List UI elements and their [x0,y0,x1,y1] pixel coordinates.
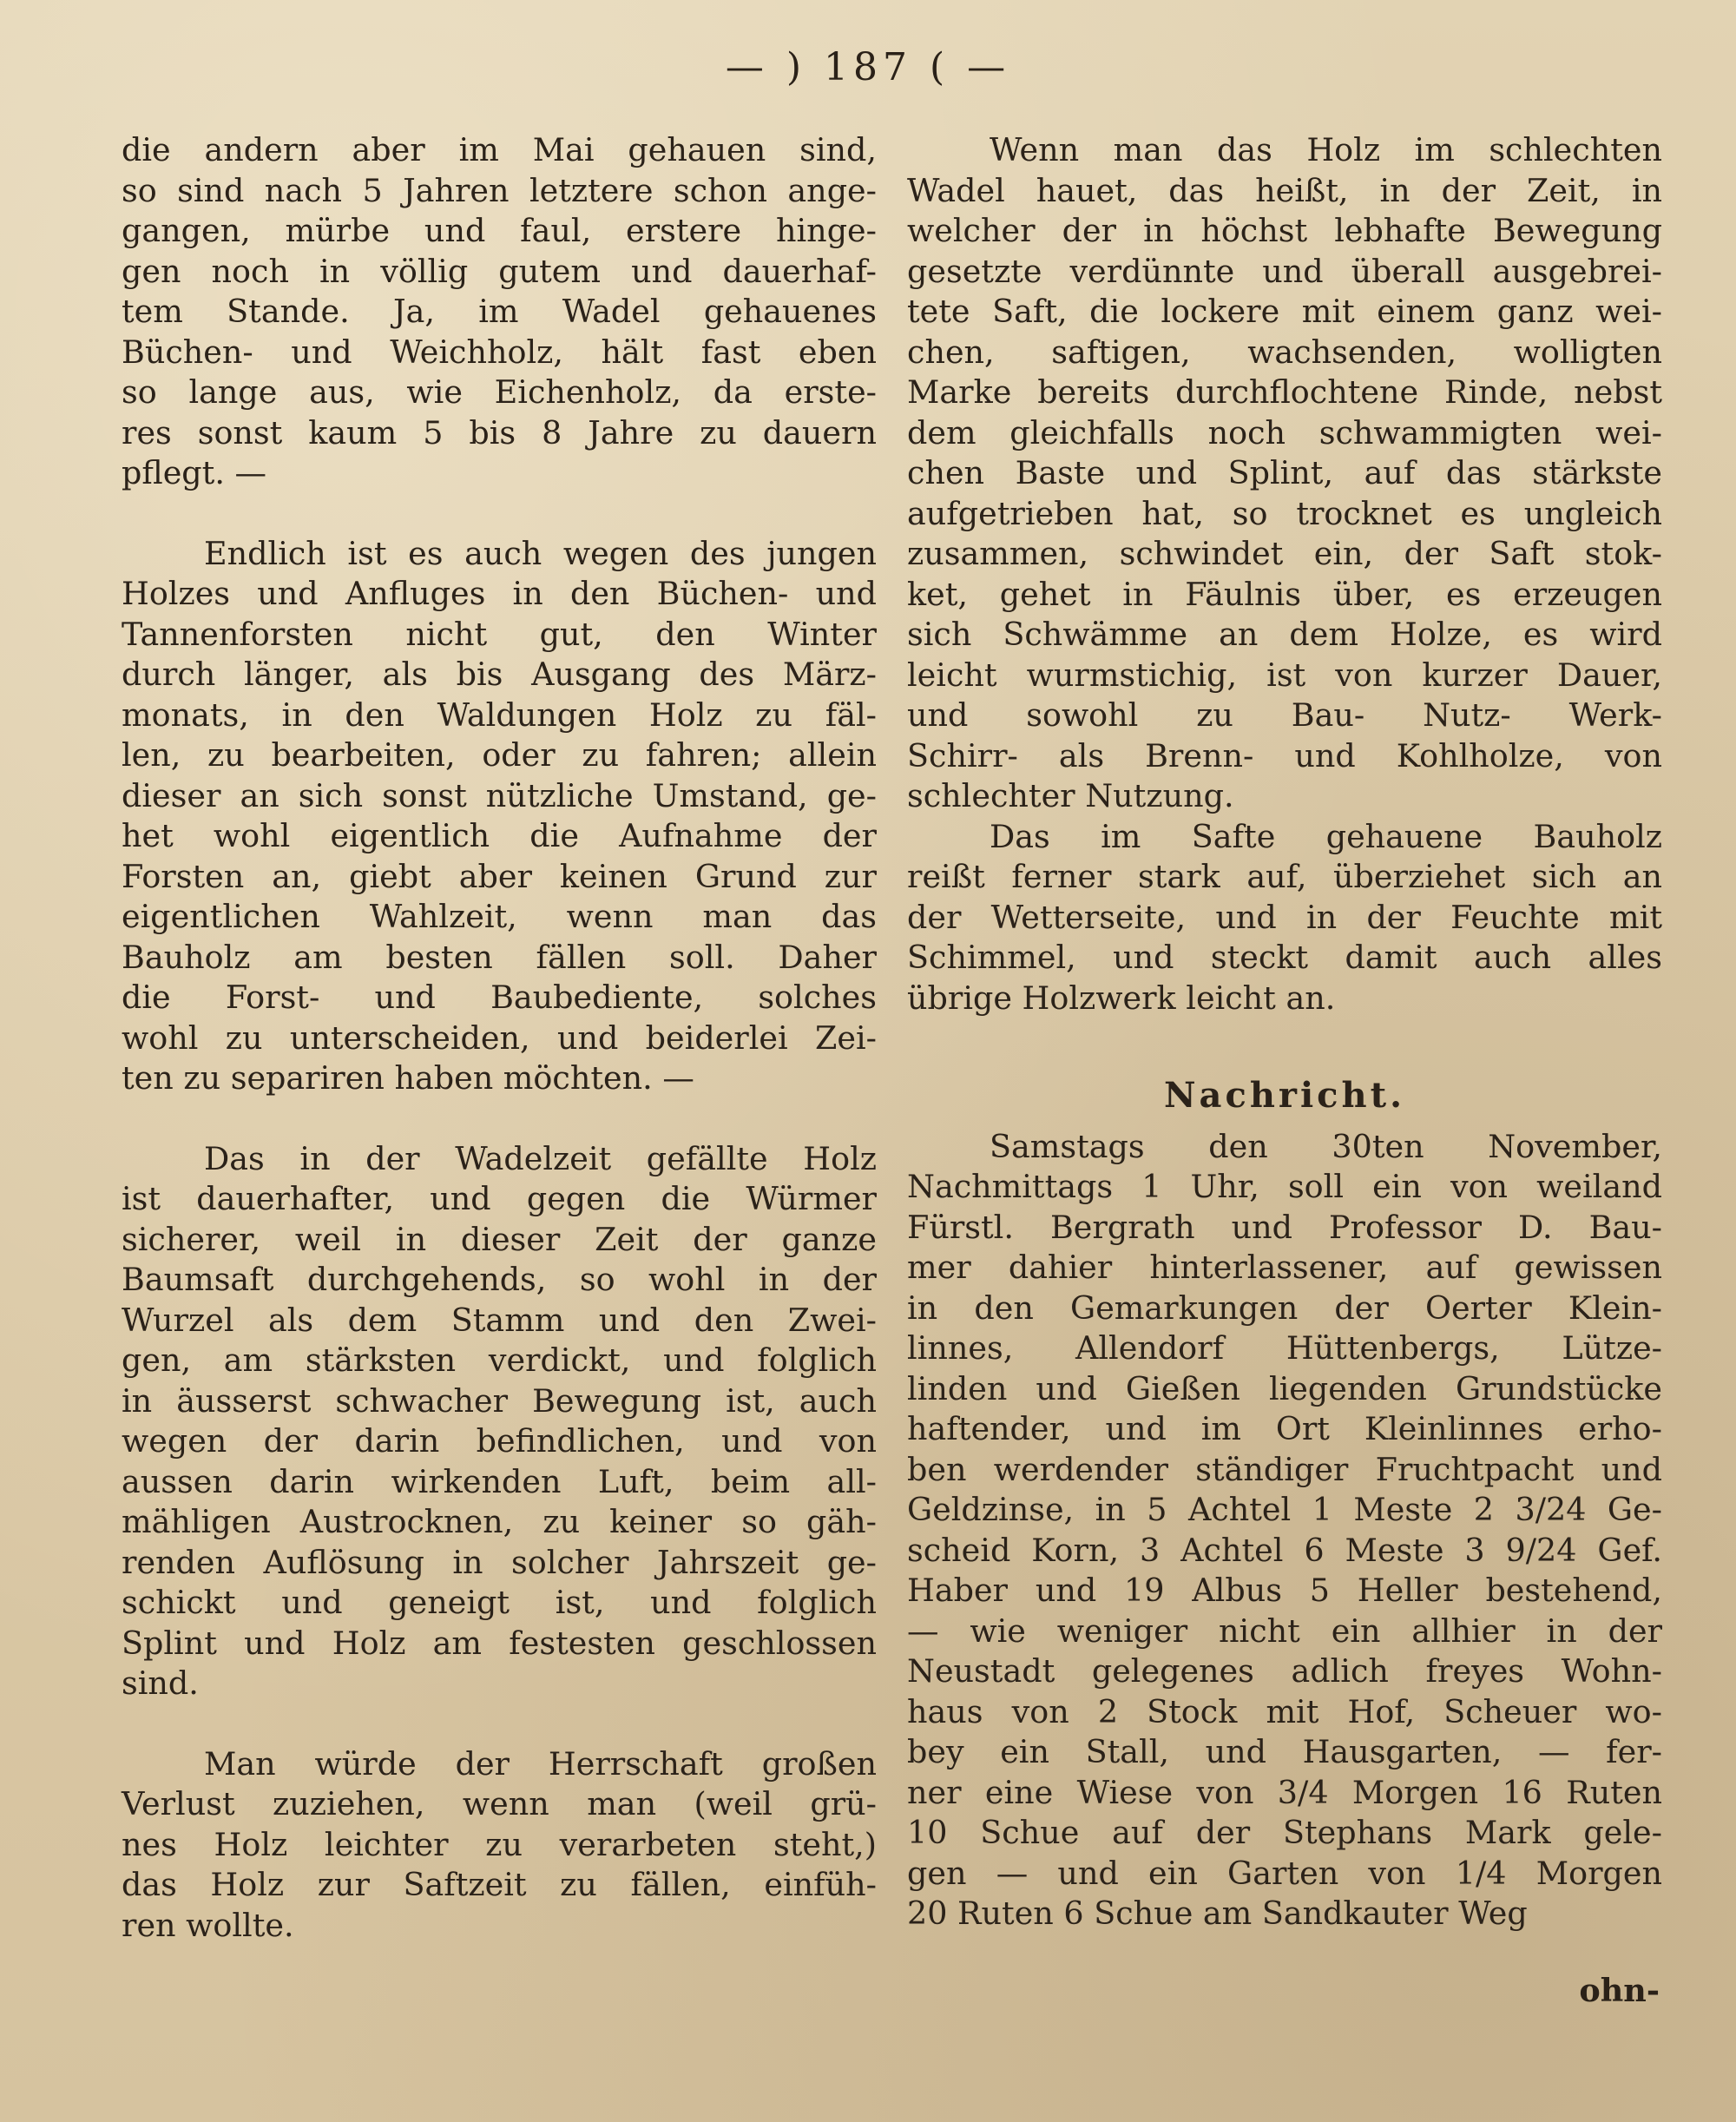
text-line: ket, gehet in Fäulnis über, es erzeugen [907,575,1662,613]
text-line: tete Saft, die lockere mit einem ganz wei- [907,293,1662,330]
text-line: Holzes und Anfluges in den Büchen- und [122,575,877,612]
text-line: — wie weniger nicht ein allhier in der [907,1611,1662,1650]
text-line: nes Holz leichter zu verarbeten steht,) [122,1825,877,1863]
text-line: gangen, mürbe und faul, erstere hinge- [122,212,877,249]
text-line: aussen darin wirkenden Luft, beim all- [122,1462,877,1500]
text-line: wegen der darin befindlichen, und von [122,1422,877,1460]
text-line: wohl zu unterscheiden, und beiderlei Zei- [122,1018,877,1057]
text-line: ben werdender ständiger Fruchtpacht und [907,1450,1662,1488]
text-line: eigentlichen Wahlzeit, wenn man das [122,898,877,935]
text-line: gen — und ein Garten von 1/4 Morgen [907,1854,1662,1892]
text-line: in den Gemarkungen der Oerter Klein- [907,1288,1662,1327]
text-line: Büchen- und Weichholz, hält fast eben [122,333,877,371]
text-line: Wadel hauet, das heißt, in der Zeit, in [907,171,1662,209]
text-line: chen, saftigen, wachsenden, wolligten [907,333,1662,371]
text-line: aufgetrieben hat, so trocknet es ungleich [907,494,1662,532]
text-line: sind. [122,1664,199,1702]
paragraph [122,534,877,1099]
text-line: renden Auflösung in solcher Jahrszeit ge- [122,1543,877,1581]
text-line: gesetzte verdünnte und überall ausgebrei- [907,252,1662,290]
text-line: leicht wurmstichig, ist von kurzer Dauer, [907,656,1662,694]
text-line: mähligen Austrocknen, zu keiner so gäh- [122,1503,877,1540]
text-line: Neustadt gelegenes adlich freyes Wohn- [907,1652,1662,1690]
text-line: Samstags den 30ten November, [990,1127,1662,1165]
text-line: ren wollte. [122,1906,294,1944]
text-line: haftender, und im Ort Kleinlinnes erho- [907,1410,1662,1447]
text-line: durch länger, als bis Ausgang des März- [122,656,877,693]
text-line: monats, in den Waldungen Holz zu fäl- [122,695,877,734]
text-line: Schirr- als Brenn- und Kohlholze, von [907,736,1662,774]
text-line: 10 Schue auf der Stephans Mark gele- [907,1814,1662,1851]
text-line: tem Stande. Ja, im Wadel gehauenes [122,293,877,330]
text-line: die andern aber im Mai gehauen sind, [122,131,877,168]
left-column [122,130,877,1986]
text-line: ist dauerhafter, und gegen die Würmer [122,1180,877,1217]
text-line: dieser an sich sonst nützliche Umstand, ge- [122,776,877,814]
text-line: gen, am stärksten verdickt, und folglich [122,1341,877,1379]
text-line: Marke bereits durchflochtene Rinde, nebst [907,373,1662,411]
text-line: ten zu separiren haben möchten. — [122,1059,694,1097]
paragraph [907,1127,1662,1934]
text-line: ner eine Wiese von 3/4 Morgen 16 Ruten [907,1773,1662,1811]
text-line: pflegt. — [122,454,267,491]
text-line: Man würde der Herrschaft großen [204,1744,877,1783]
text-line: scheid Korn, 3 Achtel 6 Meste 3 9/24 Gef. [907,1531,1662,1569]
text-line: Schimmel, und steckt damit auch alles [907,939,1662,976]
text-line: Forsten an, giebt aber keinen Grund zur [122,857,877,895]
section-heading: Nachricht. [1163,1075,1406,1116]
text-line: 20 Ruten 6 Schue am Sandkauter Weg [907,1895,1528,1932]
text-line: Baumsaft durchgehends, so wohl in der [122,1261,877,1298]
text-line: reißt ferner stark auf, überziehet sich an [907,858,1662,895]
page-number: — ) 187 ( — [725,45,1011,89]
paragraph [907,817,1662,1019]
text-line: bey ein Stall, und Hausgarten, — fer- [907,1733,1662,1770]
text-line: der Wetterseite, und in der Feuchte mit [907,898,1662,936]
text-line: Das im Safte gehauene Bauholz [990,817,1662,855]
text-line: res sonst kaum 5 bis 8 Jahre zu dauern [122,413,877,451]
text-line: Nachmittags 1 Uhr, soll ein von weiland [907,1168,1662,1205]
text-line: Wenn man das Holz im schlechten [990,131,1662,168]
text-line: Endlich ist es auch wegen des jungen [204,534,877,572]
text-line: übrige Holzwerk leicht an. [907,979,1336,1017]
text-line: die Forst- und Baubediente, solches [122,979,877,1016]
text-line: mer dahier hinterlassener, auf gewissen [907,1249,1662,1286]
text-line: zusammen, schwindet ein, der Saft stok- [907,535,1662,572]
text-line: Fürstl. Bergrath und Professor D. Bau- [907,1208,1662,1246]
text-line: Haber und 19 Albus 5 Heller bestehend, [907,1572,1662,1609]
text-line: chen Baste und Splint, auf das stärkste [907,454,1662,491]
text-line: linden und Gießen liegenden Grundstücke [907,1369,1662,1407]
text-line: Splint und Holz am festesten geschlossen [122,1624,877,1662]
paragraph [122,130,877,494]
text-line: Geldzinse, in 5 Achtel 1 Meste 2 3/24 Ge- [907,1491,1662,1528]
text-line: welcher der in höchst lebhafte Bewegung [907,212,1662,249]
text-line: Wurzel als dem Stamm und den Zwei- [122,1301,877,1339]
text-line: gen noch in völlig gutem und dauerhaf- [122,252,877,290]
paragraph [907,130,1662,817]
text-line: Verlust zuziehen, wenn man (weil grü- [122,1785,877,1822]
text-line: Bauholz am besten fällen soll. Daher [122,938,877,976]
text-line: in äusserst schwacher Bewegung ist, auch [122,1381,877,1420]
text-line: schlechter Nutzung. [907,777,1234,814]
text-line: len, zu bearbeiten, oder zu fahren; allein [122,736,877,774]
text-line: so lange aus, wie Eichenholz, da erste- [122,373,877,411]
text-line: linnes, Allendorf Hüttenbergs, Lütze- [907,1329,1662,1367]
catchword: ohn- [1579,1972,1660,2009]
right-column [907,130,1662,1934]
text-line: das Holz zur Saftzeit zu fällen, einfüh- [122,1866,877,1903]
text-line: sich Schwämme an dem Holze, es wird [907,616,1662,653]
text-line: dem gleichfalls noch schwammigten wei- [907,413,1662,451]
paragraph [122,1744,877,1947]
text-line: schickt und geneigt ist, und folglich [122,1584,877,1621]
text-line: Das in der Wadelzeit gefällte Holz [204,1139,877,1177]
text-line: sicherer, weil in dieser Zeit der ganze [122,1220,877,1258]
paragraph [122,1139,877,1704]
text-line: het wohl eigentlich die Aufnahme der [122,817,877,854]
text-line: so sind nach 5 Jahren letztere schon ange- [122,171,877,209]
text-line: Tannenforsten nicht gut, den Winter [122,615,877,653]
text-line: haus von 2 Stock mit Hof, Scheuer wo- [907,1692,1662,1730]
text-line: und sowohl zu Bau- Nutz- Werk- [907,696,1662,734]
